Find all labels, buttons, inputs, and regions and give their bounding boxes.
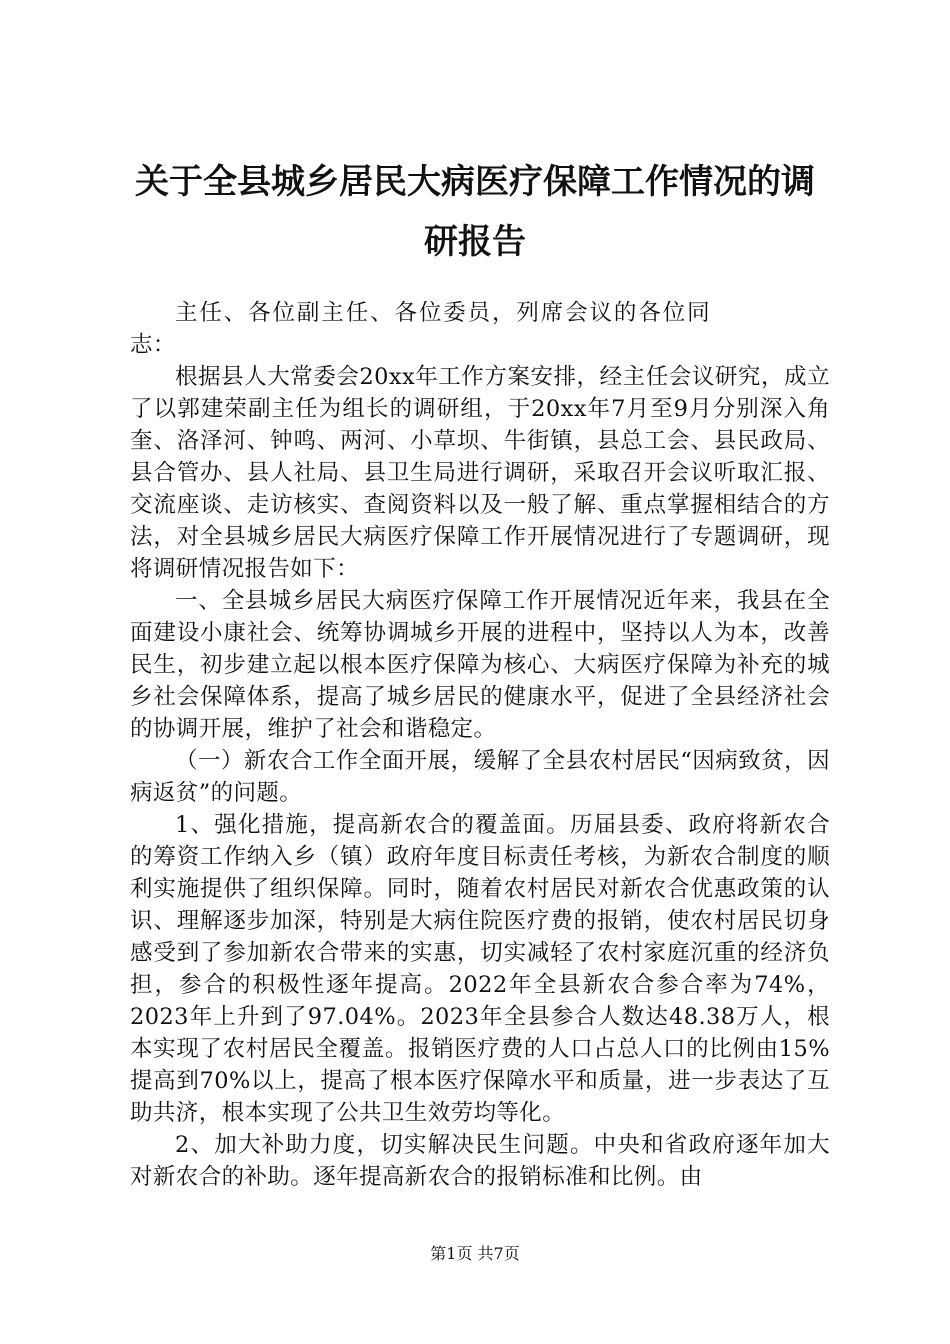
page-footer: 第1页 共7页	[430, 1244, 520, 1263]
subsection-one-heading: （一）新农合工作全面开展，缓解了全县农村居民“因病致贫，因病返贫”的问题。	[130, 748, 830, 806]
point-two-paragraph: 2、加大补助力度，切实解决民生问题。中央和省政府逐年加大对新农合的补助。逐年提高新农合的报销标准和比例。由	[130, 1132, 830, 1190]
intro-paragraph: 根据县人大常委会20xx年工作方案安排，经主任会议研究，成立了以郭建荣副主任为组长的调研组，于20xx年7月至9月分别深入角奎、洛泽河、钟鸣、两河、小草坝、牛街镇，县总工会、县民政局、县合管办、县人社局、县卫生局进行调研，采取召开会议听取汇报、交流座谈、走访核实、查阅资料以及一般了解、重点掌握相结合的方法，对全县城乡居民大病医疗保障工作开展情况进行了专题调研，现将调研情况报告如下：	[130, 364, 830, 582]
salutation-paragraph: 主任、各位副主任、各位委员，列席会议的各位同志：	[130, 300, 710, 358]
document-title-line-1: 关于全县城乡居民大病医疗保障工作情况的调	[135, 162, 815, 202]
document-body	[130, 297, 830, 1193]
section-one-paragraph: 一、全县城乡居民大病医疗保障工作开展情况近年来，我县在全面建设小康社会、统筹协调城乡开展的进程中，坚持以人为本，改善民生，初步建立起以根本医疗保障为核心、大病医疗保障为补充的城乡社会保障体系，提高了城乡居民的健康水平，促进了全县经济社会的协调开展，维护了社会和谐稳定。	[130, 588, 830, 742]
document-title-line-2: 研报告	[424, 222, 526, 262]
point-one-paragraph: 1、强化措施，提高新农合的覆盖面。历届县委、政府将新农合的筹资工作纳入乡（镇）政府年度目标责任考核，为新农合制度的顺利实施提供了组织保障。同时，随着农村居民对新农合优惠政策的认识、理解逐步加深，特别是大病住院医疗费的报销，使农村居民切身感受到了参加新农合带来的实惠，切实减轻了农村家庭沉重的经济负担，参合的积极性逐年提高。2022年全县新农合参合率为74%，2023年上升到了97.04%。2023年全县参合人数达48.38万人，根本实现了农村居民全覆盖。报销医疗费的人口占总人口的比例由15%提高到70%以上，提高了根本医疗保障水平和质量，进一步表达了互助共济，根本实现了公共卫生效劳均等化。	[130, 812, 830, 1126]
